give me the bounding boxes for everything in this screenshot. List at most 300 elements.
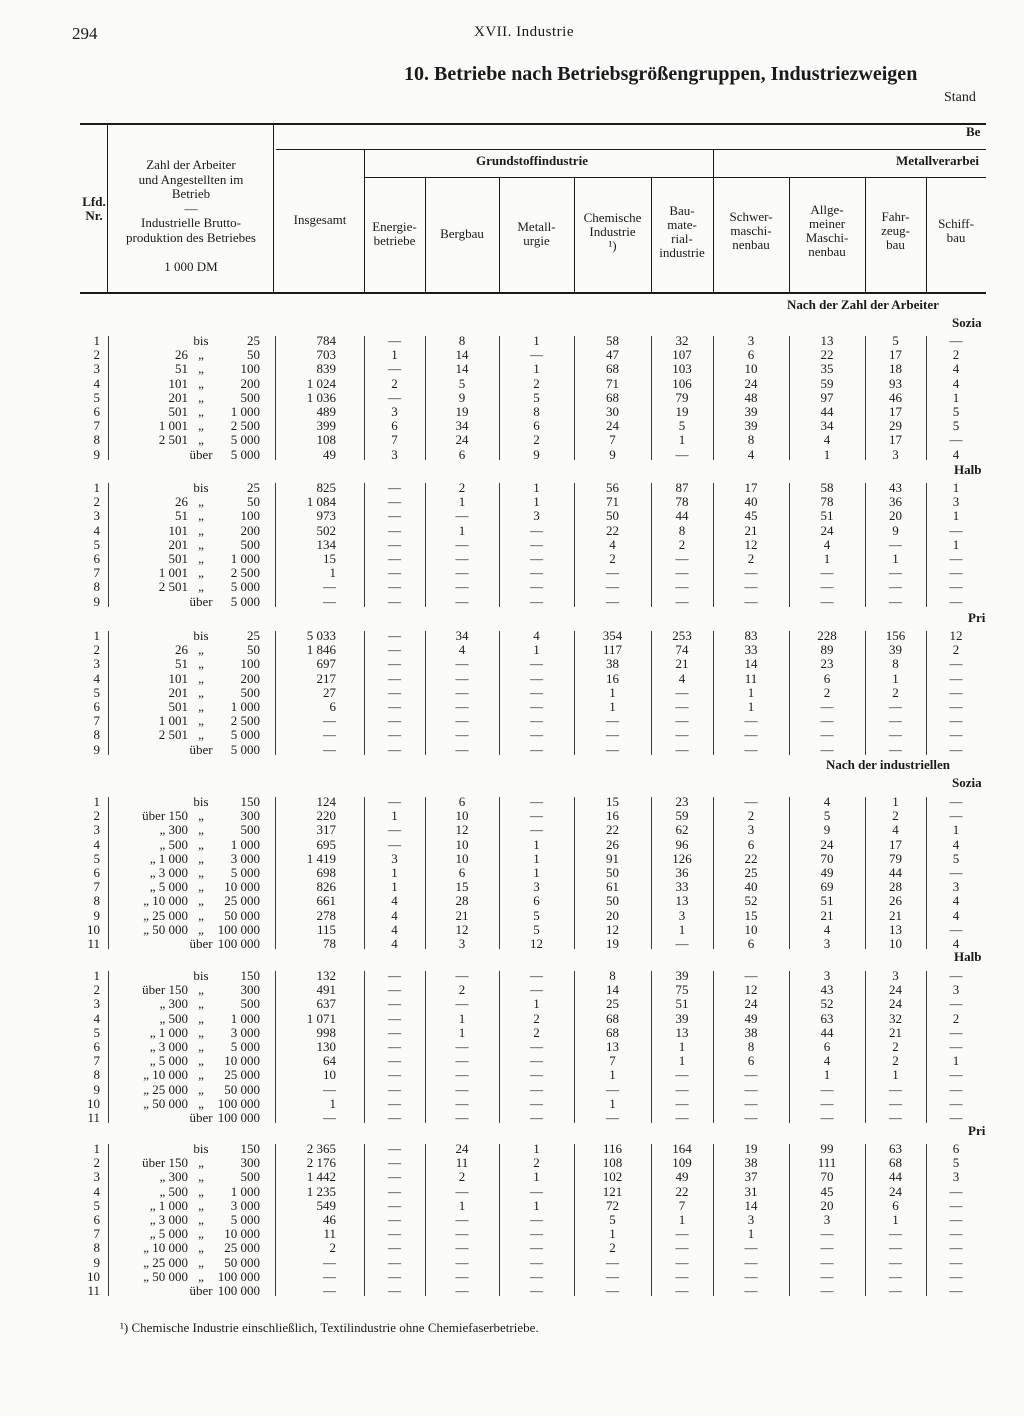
cell-schwer: 39 (744, 404, 758, 419)
cell-allg: 59 (820, 375, 834, 391)
cell-chemie: 1 (609, 1067, 616, 1083)
cell-schwer: 38 (744, 1155, 758, 1171)
cell-to: 50 (247, 494, 260, 510)
cell-allg: — (820, 1226, 834, 1242)
cell-baumaterial: — (675, 1226, 689, 1242)
cell-metallurgie: — (530, 1067, 543, 1083)
cell-total: 217 (316, 670, 336, 686)
cell-allg: 4 (823, 536, 831, 552)
table-row (0, 1270, 1024, 1284)
cell-allg: — (820, 593, 834, 609)
cell-chemie: 116 (602, 1141, 623, 1156)
cell-total: 1 024 (306, 375, 336, 391)
cell-schiff: — (949, 968, 963, 983)
cell-bergbau: — (455, 713, 469, 729)
cell-metallurgie: 2 (533, 375, 540, 391)
cell-schwer: 52 (744, 893, 758, 909)
cell-lfd: 2 (93, 1155, 100, 1171)
cell-lfd: 3 (93, 822, 100, 838)
cell-schiff: — (949, 727, 963, 743)
cell-lfd: 10 (87, 1095, 100, 1111)
cell-fahrzeug: 63 (889, 1141, 902, 1156)
cell-allg: 4 (823, 921, 831, 937)
cell-fahrzeug: 1 (892, 1212, 899, 1227)
cell-energie: — (388, 1283, 401, 1298)
cell-bergbau: 24 (455, 1141, 469, 1156)
lfd-nr-header: Lfd. Nr. (82, 194, 106, 223)
cell-lfd: 7 (93, 565, 100, 581)
cell-baumaterial: 2 (678, 536, 686, 552)
cell-schwer: — (744, 593, 758, 609)
cell-lfd: 11 (87, 1110, 100, 1125)
cell-schiff: 5 (952, 1155, 960, 1171)
cell-bergbau: 1 (458, 1197, 466, 1213)
cell-fahrzeug: 6 (892, 1197, 899, 1213)
cell-to: 3 000 (230, 850, 260, 866)
cell-energie: — (388, 794, 401, 809)
table-row (0, 481, 1024, 495)
col-schwermaschinenbau-header: Schwer- maschi- nenbau (729, 209, 773, 252)
cell-energie: — (388, 741, 401, 757)
table-row (0, 1241, 1024, 1255)
cell-chemie: — (606, 741, 619, 757)
table-row (0, 524, 1024, 538)
cell-allg: 51 (820, 893, 834, 909)
cell-schiff: — (949, 713, 963, 729)
cell-baumaterial: 79 (675, 389, 689, 405)
cell-from: „ 25 000 (143, 1254, 188, 1270)
cell-chemie: 30 (606, 404, 619, 419)
cell-rel: über (189, 1110, 213, 1125)
cell-total: 278 (316, 907, 336, 923)
cell-metallurgie: — (530, 713, 543, 729)
cell-chemie: 5 (609, 1212, 616, 1227)
cell-allg: — (820, 1240, 834, 1256)
cell-schiff: — (949, 1095, 963, 1111)
table-row (0, 983, 1024, 997)
cell-lfd: 6 (93, 865, 100, 880)
cell-bergbau: — (455, 1110, 469, 1125)
cell-schiff: — (949, 684, 963, 700)
cell-chemie: 7 (609, 1053, 616, 1069)
cell-to: 100 000 (217, 1110, 260, 1125)
cell-allg: — (820, 1268, 834, 1284)
cell-bergbau: — (455, 684, 469, 700)
cell-bergbau: 6 (458, 794, 466, 809)
cell-chemie: 56 (606, 480, 619, 495)
cell-schiff: 1 (952, 822, 960, 838)
table-row (0, 1097, 1024, 1111)
cell-rel: „ (198, 508, 204, 524)
cell-from: „ 50 000 (143, 1268, 188, 1284)
cell-chemie: 15 (606, 794, 619, 809)
cell-chemie: 68 (606, 361, 619, 377)
cell-from: „ 3 000 (149, 1212, 188, 1227)
cell-bergbau: — (455, 1039, 469, 1054)
cell-energie: — (388, 1053, 401, 1069)
cell-schwer: — (744, 1254, 758, 1270)
cell-chemie: 68 (606, 1024, 619, 1040)
cell-bergbau: 3 (458, 936, 466, 951)
table-row (0, 552, 1024, 566)
cell-rel: „ (198, 1212, 204, 1227)
cell-chemie: 58 (606, 333, 619, 348)
cell-from: „ 10 000 (143, 1240, 188, 1256)
cell-chemie: 1 (609, 1095, 616, 1111)
cell-metallurgie: 2 (533, 432, 540, 448)
cell-fahrzeug: — (889, 1240, 902, 1256)
cell-to: 100 (240, 656, 260, 672)
cell-energie: — (388, 836, 401, 852)
cell-metallurgie: 12 (530, 936, 543, 951)
cell-to: 50 000 (224, 1254, 260, 1270)
cell-rel: „ (198, 996, 204, 1012)
cell-schiff: — (949, 921, 963, 937)
table-row (0, 629, 1024, 643)
cell-schiff: — (949, 699, 963, 714)
cell-chemie: 68 (606, 389, 619, 405)
cell-total: 1 419 (306, 850, 336, 866)
cell-energie: 1 (391, 808, 398, 824)
cell-bergbau: — (455, 1226, 469, 1242)
cell-chemie: 68 (606, 1010, 619, 1026)
cell-allg: 3 (823, 936, 831, 951)
cell-lfd: 5 (93, 850, 100, 866)
cell-metallurgie: — (530, 1039, 543, 1054)
cell-metallurgie: — (530, 808, 543, 824)
cell-chemie: 1 (609, 699, 616, 714)
cell-rel: „ (198, 1183, 204, 1199)
cell-schwer: 6 (747, 936, 755, 951)
cell-total: 703 (316, 347, 336, 363)
cell-energie: — (388, 1212, 401, 1227)
cell-schwer: 2 (747, 551, 755, 566)
cell-from: 201 (168, 684, 188, 700)
cell-schwer: 38 (744, 1024, 758, 1040)
cell-energie: — (388, 1110, 401, 1125)
cell-schwer: 45 (744, 508, 758, 524)
cell-metallurgie: 1 (533, 1141, 540, 1156)
cell-metallurgie: 1 (533, 996, 540, 1012)
cell-bergbau: 28 (455, 893, 469, 909)
cell-schiff: — (949, 1197, 963, 1213)
cell-rel: „ (198, 850, 204, 866)
cell-energie: — (388, 333, 401, 348)
cell-bergbau: 15 (455, 879, 469, 895)
cell-bergbau: — (455, 551, 469, 566)
cell-energie: — (388, 699, 401, 714)
cell-fahrzeug: 43 (889, 480, 902, 495)
table-row (0, 391, 1024, 405)
table-row (0, 566, 1024, 580)
cell-fahrzeug: 17 (889, 347, 902, 363)
cell-energie: — (388, 1081, 401, 1097)
cell-lfd: 2 (93, 494, 100, 510)
cell-to: 25 000 (224, 893, 260, 909)
cell-total: 220 (316, 808, 336, 824)
cell-from: „ 3 000 (149, 865, 188, 880)
cell-bergbau: — (455, 565, 469, 581)
table-row (0, 538, 1024, 552)
cell-energie: — (388, 480, 401, 495)
cell-lfd: 9 (93, 593, 100, 609)
cell-schwer: — (744, 579, 758, 595)
cell-baumaterial: 126 (672, 850, 692, 866)
cell-rel: „ (198, 432, 204, 448)
cell-allg: — (820, 1283, 834, 1298)
cell-to: 1 000 (230, 551, 260, 566)
table-row (0, 894, 1024, 908)
cell-chemie: 19 (606, 936, 619, 951)
block-label: Sozia (952, 315, 982, 330)
cell-energie: — (388, 1141, 401, 1156)
cell-chemie: 9 (609, 446, 616, 462)
table-row (0, 937, 1024, 951)
metall-header: Metallverarbei (896, 153, 980, 168)
cell-schwer: — (744, 1110, 758, 1125)
table-row (0, 1156, 1024, 1170)
cell-bergbau: 12 (455, 822, 469, 838)
cell-fahrzeug: 1 (892, 670, 899, 686)
col-fahrzeugbau-header: Fahr- zeug- bau (881, 209, 910, 252)
cell-allg: 43 (820, 982, 834, 998)
cell-total: 825 (316, 480, 336, 495)
section-heading: Nach der Zahl der Arbeiter (787, 297, 939, 312)
col-baumaterial-header: Bau- mate- rial- industrie (659, 203, 705, 260)
table-row (0, 743, 1024, 757)
cell-schwer: — (744, 1095, 758, 1111)
cell-schiff: 4 (952, 893, 960, 909)
cell-chemie: 38 (606, 656, 619, 672)
cell-baumaterial: 62 (675, 822, 689, 838)
cell-lfd: 3 (93, 1169, 100, 1185)
cell-allg: 5 (823, 808, 831, 824)
cell-fahrzeug: 2 (892, 1053, 899, 1069)
cell-baumaterial: — (675, 1081, 689, 1097)
cell-schiff: 6 (952, 1141, 960, 1156)
cell-to: 3 000 (230, 1197, 260, 1213)
cell-energie: — (388, 822, 401, 838)
table-row (0, 334, 1024, 348)
cell-to: 5 000 (230, 593, 260, 609)
cell-total: — (323, 1254, 336, 1270)
cell-from: „ 50 000 (143, 1095, 188, 1111)
cell-chemie: 20 (606, 907, 619, 923)
cell-chemie: — (606, 593, 619, 609)
cell-allg: 52 (820, 996, 834, 1012)
cell-chemie: 26 (606, 836, 619, 852)
cell-rel: „ (198, 551, 204, 566)
table-row (0, 595, 1024, 609)
table-row (0, 728, 1024, 742)
cell-from: „ 300 (159, 1169, 188, 1185)
cell-schiff: 3 (952, 1169, 960, 1185)
cell-baumaterial: 1 (678, 1053, 686, 1069)
cell-metallurgie: — (530, 1110, 543, 1125)
cell-baumaterial: 78 (675, 494, 689, 510)
cell-energie: 2 (391, 375, 398, 391)
cell-total: 698 (316, 865, 336, 880)
cell-schiff: 3 (952, 494, 960, 510)
cell-lfd: 9 (93, 907, 100, 923)
cell-allg: 69 (820, 879, 834, 895)
col-metallurgie-header: Metall- urgie (517, 219, 556, 248)
cell-allg: 228 (817, 628, 837, 643)
cell-rel: über (189, 936, 213, 951)
cell-allg: — (820, 565, 834, 581)
cell-lfd: 1 (93, 628, 100, 643)
cell-to: 100 000 (217, 1283, 260, 1298)
cell-chemie: 117 (602, 642, 623, 658)
cell-to: 150 (240, 1141, 260, 1156)
cell-total: — (323, 1268, 336, 1284)
cell-baumaterial: 8 (678, 522, 686, 538)
cell-schiff: — (949, 656, 963, 672)
cell-bergbau: 34 (455, 628, 469, 643)
cell-baumaterial: 19 (675, 404, 689, 419)
cell-lfd: 5 (93, 684, 100, 700)
cell-lfd: 1 (93, 333, 100, 348)
cell-allg: 89 (820, 642, 834, 658)
cell-allg: 70 (820, 850, 834, 866)
cell-energie: — (388, 713, 401, 729)
cell-schwer: 6 (747, 347, 755, 363)
cell-metallurgie: — (530, 1183, 543, 1199)
cell-rel: „ (198, 389, 204, 405)
cell-metallurgie: — (530, 522, 543, 538)
table-row (0, 1170, 1024, 1184)
cell-schiff: 1 (952, 480, 960, 495)
cell-schiff: 12 (949, 628, 963, 643)
cell-total: 973 (316, 508, 336, 524)
table-row (0, 1199, 1024, 1213)
cell-lfd: 8 (93, 432, 100, 448)
cell-bergbau: — (455, 579, 469, 595)
cell-metallurgie: — (530, 347, 543, 363)
cell-total: — (323, 593, 336, 609)
cell-metallurgie: 1 (533, 836, 540, 852)
cell-metallurgie: — (530, 536, 543, 552)
cell-lfd: 3 (93, 996, 100, 1012)
cell-chemie: 2 (609, 551, 616, 566)
cell-fahrzeug: 13 (889, 921, 902, 937)
cell-total: — (323, 727, 336, 743)
cell-bergbau: — (455, 1212, 469, 1227)
cell-bergbau: 2 (458, 982, 466, 998)
cell-schiff: — (949, 593, 963, 609)
cell-energie: — (388, 1155, 401, 1171)
cell-total: 64 (323, 1053, 336, 1069)
size-divider (273, 123, 274, 293)
cell-allg: 44 (820, 1024, 834, 1040)
cell-baumaterial: — (675, 1110, 689, 1125)
cell-schwer: 24 (744, 996, 758, 1012)
cell-rel: bis (193, 480, 209, 495)
cell-total: — (323, 741, 336, 757)
cell-schwer: 4 (747, 446, 755, 462)
cell-total: 1 071 (306, 1010, 336, 1026)
cell-to: 100 (240, 508, 260, 524)
cell-to: 1 000 (230, 1183, 260, 1199)
cell-bergbau: 8 (458, 333, 466, 348)
cell-from: über 150 (142, 982, 188, 998)
cell-total: 27 (323, 684, 336, 700)
cell-schwer: 3 (747, 822, 755, 838)
cell-schiff: — (949, 1240, 963, 1256)
cell-rel: „ (198, 1039, 204, 1054)
cell-baumaterial: 1 (678, 921, 686, 937)
cell-total: 2 176 (306, 1155, 336, 1171)
cell-baumaterial: — (675, 446, 689, 462)
table-row (0, 1054, 1024, 1068)
cell-lfd: 1 (93, 1141, 100, 1156)
cell-metallurgie: — (530, 1095, 543, 1111)
cell-fahrzeug: 2 (892, 1039, 899, 1054)
cell-schiff: 1 (952, 389, 960, 405)
cell-total: 130 (316, 1039, 336, 1054)
cell-lfd: 3 (93, 656, 100, 672)
cell-fahrzeug: 10 (889, 936, 902, 951)
cell-bergbau: 1 (458, 522, 466, 538)
cell-lfd: 6 (93, 699, 100, 714)
cell-energie: — (388, 536, 401, 552)
cell-lfd: 2 (93, 347, 100, 363)
col-schiffbau-header: Schiff- bau (938, 216, 974, 245)
cell-total: 1 036 (306, 389, 336, 405)
cell-bergbau: 1 (458, 494, 466, 510)
cell-rel: „ (198, 1081, 204, 1097)
cell-metallurgie: 8 (533, 404, 540, 419)
cell-lfd: 6 (93, 1039, 100, 1054)
cell-allg: 78 (820, 494, 834, 510)
cell-rel: „ (198, 893, 204, 909)
cell-energie: 3 (391, 404, 398, 419)
cell-baumaterial: 59 (675, 808, 689, 824)
cell-metallurgie: — (530, 968, 543, 983)
cell-schiff: 3 (952, 879, 960, 895)
cell-bergbau: 10 (455, 808, 469, 824)
cell-chemie: — (606, 579, 619, 595)
cell-energie: — (388, 1010, 401, 1026)
cell-fahrzeug: — (889, 1226, 902, 1242)
cell-fahrzeug: 29 (889, 418, 902, 434)
cell-metallurgie: — (530, 684, 543, 700)
cell-fahrzeug: — (889, 536, 902, 552)
cell-allg: 70 (820, 1169, 834, 1185)
cell-allg: 49 (820, 865, 834, 880)
cell-fahrzeug: 21 (889, 1024, 902, 1040)
cell-to: 5 000 (230, 865, 260, 880)
cell-total: — (323, 1081, 336, 1097)
table-row (0, 997, 1024, 1011)
cell-allg: — (820, 1254, 834, 1270)
cell-lfd: 4 (93, 836, 100, 852)
cell-energie: — (388, 1268, 401, 1284)
table-row (0, 823, 1024, 837)
cell-chemie: 24 (606, 418, 619, 434)
cell-fahrzeug: — (889, 741, 902, 757)
cell-fahrzeug: 3 (892, 968, 899, 983)
cell-total: 1 235 (306, 1183, 336, 1199)
cell-metallurgie: 2 (533, 1155, 540, 1171)
cell-schwer: 1 (747, 699, 755, 714)
cell-chemie: 22 (606, 522, 619, 538)
cell-schwer: 40 (744, 494, 758, 510)
cell-chemie: 50 (606, 508, 619, 524)
cell-baumaterial: 49 (675, 1169, 689, 1185)
cell-total: — (323, 1283, 336, 1298)
cell-total: 1 (329, 1095, 336, 1111)
